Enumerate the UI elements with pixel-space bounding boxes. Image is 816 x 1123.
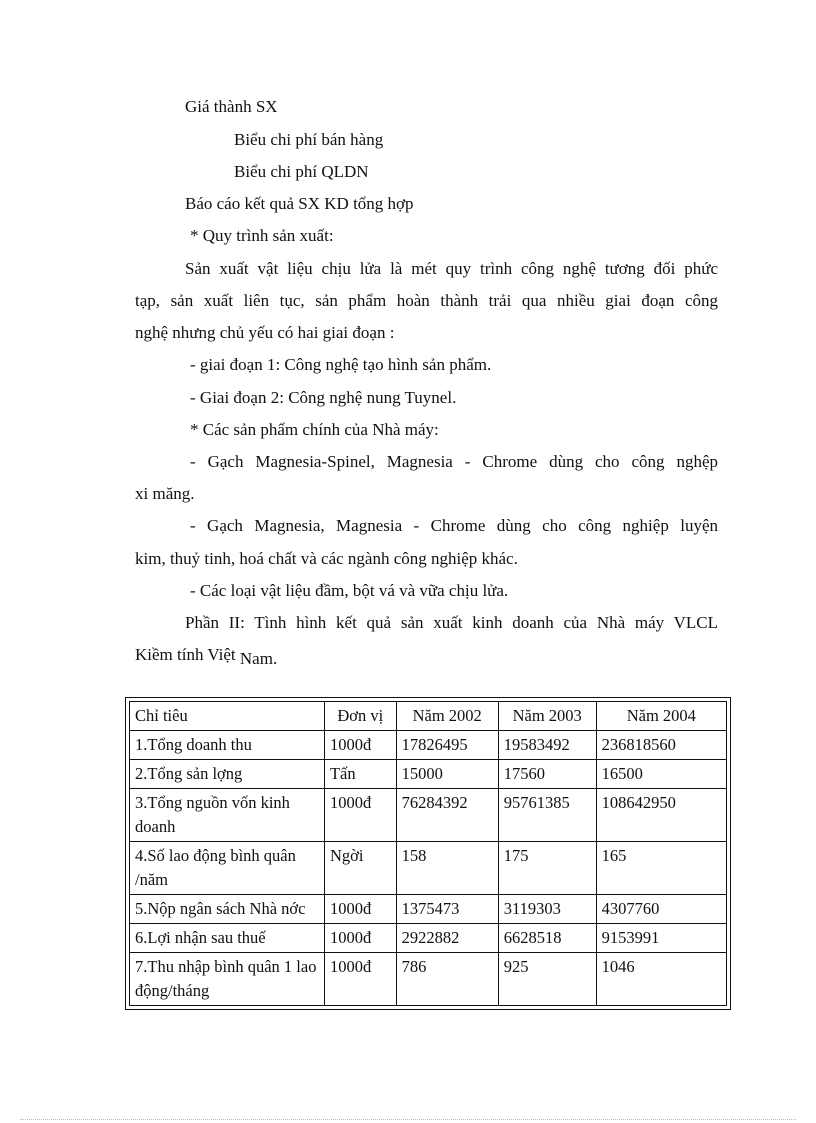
table-cell: 925 xyxy=(498,953,596,1006)
table-cell: 9153991 xyxy=(596,924,726,953)
table-cell: 6.Lợi nhận sau thuế xyxy=(130,924,325,953)
table-cell: 1000đ xyxy=(324,789,396,842)
table-cell: 16500 xyxy=(596,760,726,789)
table-row xyxy=(130,731,727,760)
part-heading: Phần II: Tình hình kết quả sản xuất kinh doanh của Nhà máy VLCL xyxy=(185,613,718,632)
table-cell: 1000đ xyxy=(324,953,396,1006)
table-row xyxy=(130,895,727,924)
table-cell: 165 xyxy=(596,842,726,895)
text-line: Biểu chi phí QLDN xyxy=(234,162,369,181)
table-cell: 95761385 xyxy=(498,789,596,842)
table-cell: 7.Thu nhập bình quân 1 lao động/tháng xyxy=(130,953,325,1006)
stage-item: - Giai đoạn 2: Công nghệ nung Tuynel. xyxy=(190,388,457,407)
table-cell: 1000đ xyxy=(324,895,396,924)
table-cell: 175 xyxy=(498,842,596,895)
table-cell: 6628518 xyxy=(498,924,596,953)
table-cell: 2.Tổng sản lợng xyxy=(130,760,325,789)
table-cell: 108642950 xyxy=(596,789,726,842)
text-line: Báo cáo kết quả SX KD tổng hợp xyxy=(185,194,414,213)
header-cell: Năm 2003 xyxy=(498,702,596,731)
table-cell: 1046 xyxy=(596,953,726,1006)
table-header-row xyxy=(130,702,727,731)
header-cell: Đơn vị xyxy=(324,702,396,731)
table-cell: 4.Số lao động bình quân /năm xyxy=(130,842,325,895)
table-cell: 76284392 xyxy=(396,789,498,842)
table-cell: 2922882 xyxy=(396,924,498,953)
product-item: - Gạch Magnesia-Spinel, Magnesia - Chrome dùng cho công nghệp xyxy=(190,452,718,471)
table-row xyxy=(130,760,727,789)
section-heading: * Các sản phẩm chính của Nhà máy: xyxy=(190,420,439,439)
table-cell: 236818560 xyxy=(596,731,726,760)
paragraph-line: tạp, sản xuất liên tục, sản phẩm hoàn thành trải qua nhiều giai đoạn công xyxy=(135,291,718,310)
part-heading-text: Nam. xyxy=(239,649,278,668)
table-cell: 158 xyxy=(396,842,498,895)
text-line: Biểu chi phí bán hàng xyxy=(234,130,384,149)
page-divider xyxy=(20,1119,796,1120)
table-row xyxy=(130,953,727,1006)
part-heading-text: Kiềm tính Việt xyxy=(135,645,236,664)
table-cell: 3.Tổng nguồn vốn kinh doanh xyxy=(130,789,325,842)
table-cell: 15000 xyxy=(396,760,498,789)
table-cell: 17826495 xyxy=(396,731,498,760)
part-heading xyxy=(135,645,278,668)
table-row xyxy=(130,924,727,953)
header-cell: Năm 2002 xyxy=(396,702,498,731)
paragraph-line: Sản xuất vật liệu chịu lửa là mét quy trình công nghệ tương đối phức xyxy=(185,259,718,278)
table-cell: 4307760 xyxy=(596,895,726,924)
paragraph-line: nghệ nhưng chủ yếu có hai giai đoạn : xyxy=(135,323,395,342)
report-table xyxy=(129,701,727,1006)
table-cell: Tấn xyxy=(324,760,396,789)
table-cell: 5.Nộp ngân sách Nhà nớc xyxy=(130,895,325,924)
text-line: Giá thành SX xyxy=(185,97,278,116)
product-item: xi măng. xyxy=(135,484,195,503)
header-cell: Năm 2004 xyxy=(596,702,726,731)
table-cell: Ngời xyxy=(324,842,396,895)
product-item: kim, thuỷ tinh, hoá chất và các ngành công nghiệp khác. xyxy=(135,549,518,568)
section-heading: * Quy trình sản xuất: xyxy=(190,226,334,245)
table-cell: 19583492 xyxy=(498,731,596,760)
table-cell: 786 xyxy=(396,953,498,1006)
table-cell: 3119303 xyxy=(498,895,596,924)
product-item: - Gạch Magnesia, Magnesia - Chrome dùng cho công nghiệp luyện xyxy=(190,516,718,535)
table-cell: 1375473 xyxy=(396,895,498,924)
table-row xyxy=(130,789,727,842)
header-cell: Chỉ tiêu xyxy=(130,702,325,731)
table-cell: 1000đ xyxy=(324,731,396,760)
table-cell: 1000đ xyxy=(324,924,396,953)
product-item: - Các loại vật liệu đầm, bột vá và vữa chịu lửa. xyxy=(190,581,509,600)
stage-item: - giai đoạn 1: Công nghệ tạo hình sản phẩm. xyxy=(190,355,492,374)
table-cell: 17560 xyxy=(498,760,596,789)
table-row xyxy=(130,842,727,895)
table-cell: 1.Tổng doanh thu xyxy=(130,731,325,760)
